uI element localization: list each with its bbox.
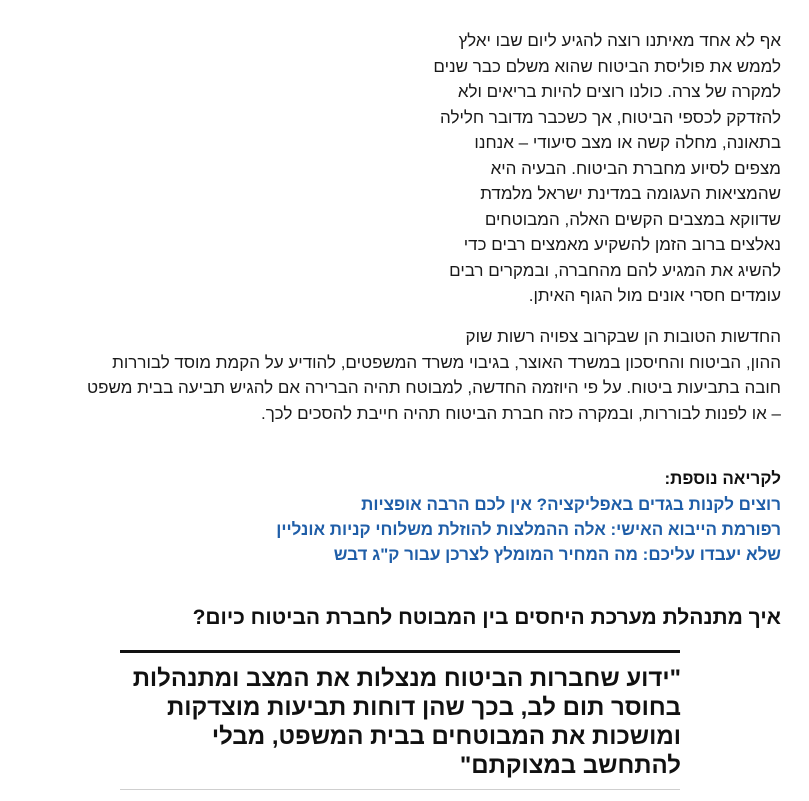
paragraph-line: מצפים לסיוע מחברת הביטוח. הבעיה היא [490,158,781,178]
further-reading-link[interactable]: שלא יעבדו עליכם: מה המחיר המומלץ לצרכן עבור ק"ג דבש [333,545,781,564]
further-reading [21,466,781,567]
section-heading: איך מתנהלת מערכת היחסים בין המבוטח לחברת הביטוח כיום? [192,606,781,629]
further-reading-link[interactable]: רפורמת הייבוא האישי: אלה ההמלצות להוזלת משלוחי קניות אונליין [276,520,781,539]
paragraph-line: אף לא אחד מאיתנו רוצה להגיע ליום שבו יאלץ [458,31,781,50]
article-paragraph [391,28,781,309]
paragraph-line: נאלצים ברוב הזמן להשקיע מאמצים רבים כדי [463,235,781,254]
paragraph-line: שדווקא במצבים הקשים האלה, המבוטחים [484,209,781,229]
pull-quote-line: בחוסר תום לב, בכך שהן דוחות תביעות מוצדקות [167,694,681,721]
pull-quote-line: "ידוע שחברות הביטוח מנצלות את המצב ומתנהלות [132,665,681,692]
paragraph-line: ההון, הביטוח והחיסכון במשרד האוצר, בגיבוי משרד המשפטים, להודיע על הקמת מוסד לבוררות [112,352,781,372]
paragraph-line: עומדים חסרי אונים מול הגוף האיתן. [528,286,781,305]
paragraph-line: להשיג את המגיע להם מהחברה, ובמקרים רבים [449,260,781,280]
paragraph-line: לממש את פוליסת הביטוח שהוא משלם כבר שנים [433,56,781,76]
paragraph-line: החדשות הטובות הן שבקרוב צפויה רשות שוק [465,327,781,346]
paragraph-line: להזדקק לכספי הביטוח, אך כשכבר מדובר חלילה [440,107,781,127]
further-reading-link[interactable]: רוצים לקנות בגדים באפליקציה? אין לכם הרבה אופציות [361,495,781,514]
paragraph-line: חובה בתביעות ביטוח. על פי היוזמה החדשה, למבוטח תהיה הברירה אם להגיש תביעה בבית משפט [86,378,781,397]
paragraph-line: בתאונה, מחלה קשה או מצב סיעודי – אנחנו [474,133,781,152]
article-paragraph [11,324,781,426]
pull-quote-line: להתחשב במצוקתם" [459,752,681,779]
pull-quote-top-rule [120,650,680,653]
paragraph-line: למקרה של צרה. כולנו רוצים להיות בריאים ולא [457,82,781,101]
paragraph-line: שהמציאות העגומה במדינת ישראל מלמדת [480,184,781,203]
paragraph-line: – או לפנות לבוררות, ובמקרה כזה חברת הביטוח תהיה חייבת להסכים לכך. [261,403,781,423]
pull-quote-line: ומושכות את המבוטחים בבית המשפט, מבלי [211,723,681,750]
pull-quote-bottom-rule [120,789,680,790]
further-reading-title: לקריאה נוספת: [664,469,781,488]
pull-quote [121,664,681,780]
